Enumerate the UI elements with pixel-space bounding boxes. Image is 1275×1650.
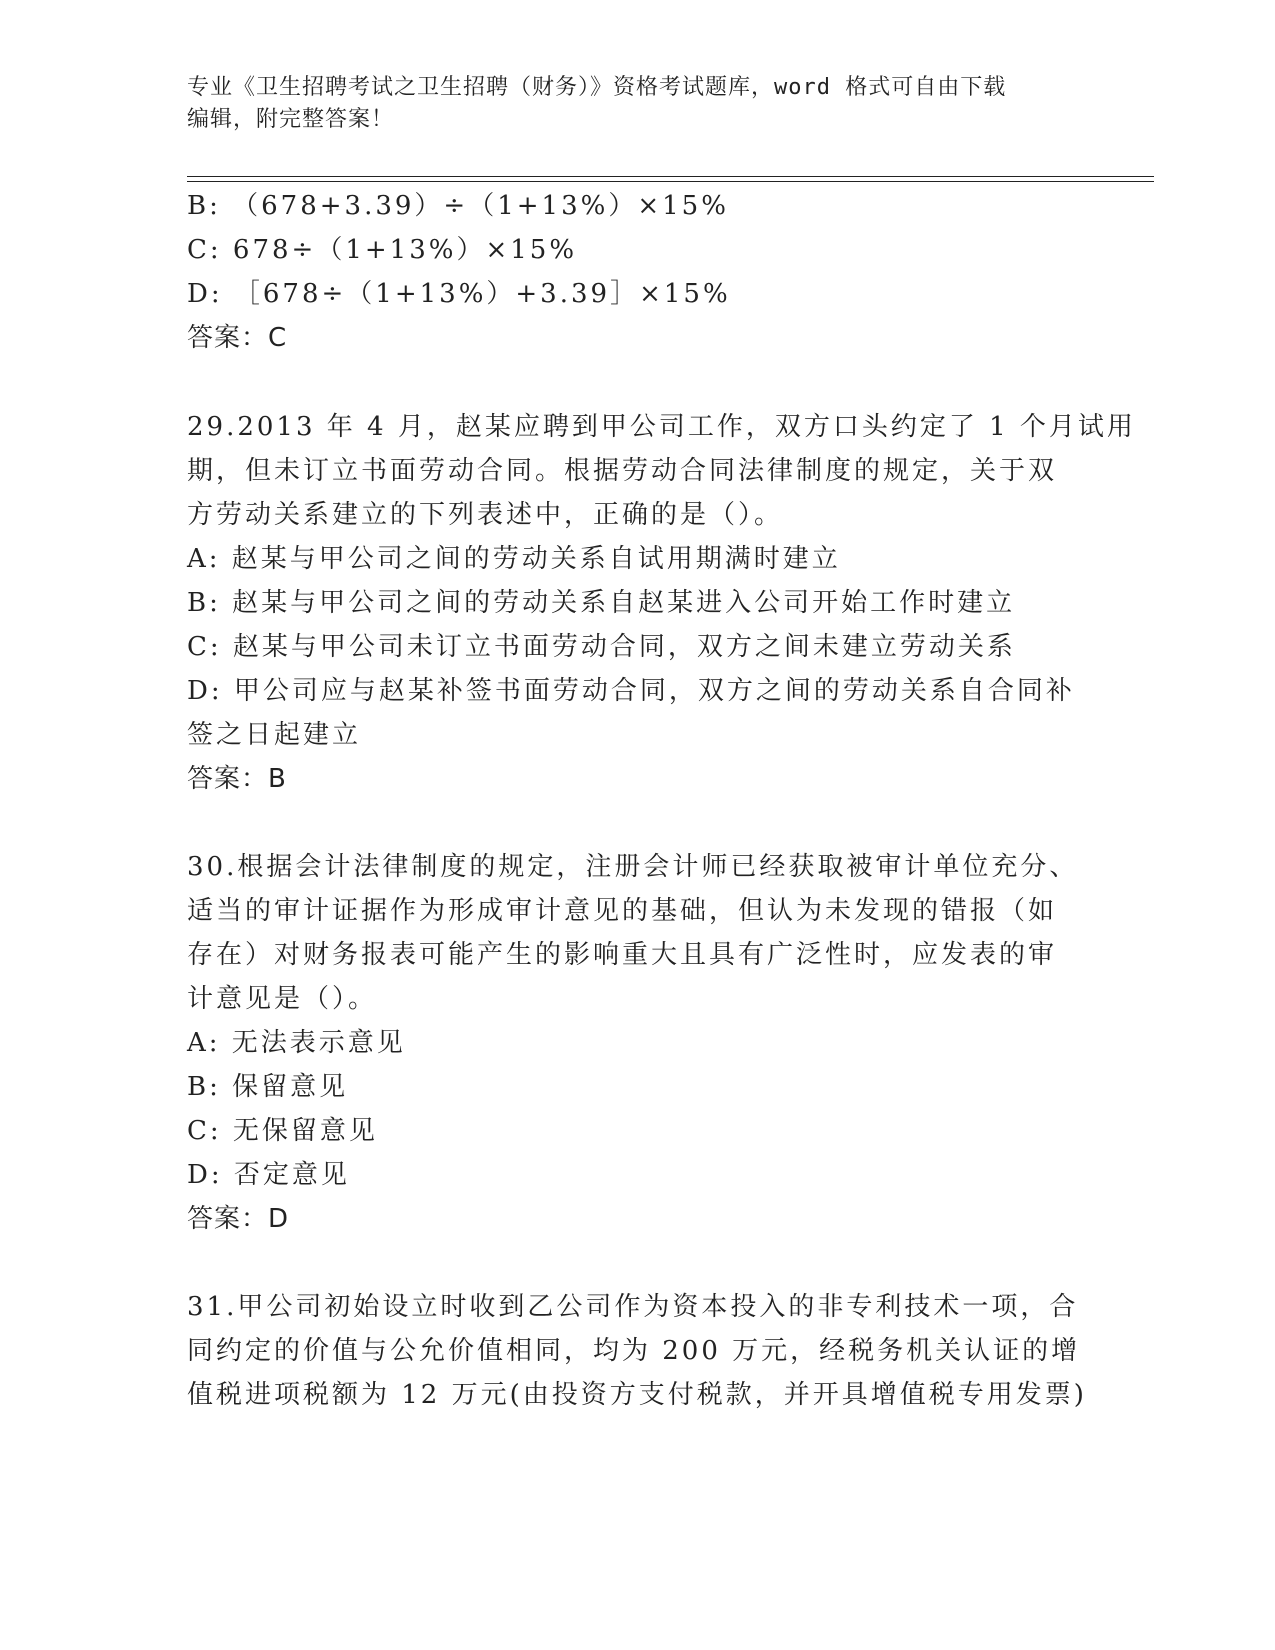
q29-option-c: C: 赵某与甲公司未订立书面劳动合同，双方之间未建立劳动关系: [187, 632, 1016, 662]
header-line-2: 编辑，附完整答案！: [187, 107, 395, 132]
q30-option-b: B: 保留意见: [187, 1072, 349, 1102]
header-divider-bottom: [187, 181, 1154, 182]
q30-option-a: A: 无法表示意见: [187, 1028, 406, 1058]
q28-option-b: B: （678+3.39）÷（1+13%）×15%: [187, 191, 729, 221]
q30-stem-line-3: 存在）对财务报表可能产生的影响重大且具有广泛性时，应发表的审: [187, 940, 1058, 970]
q30-option-d: D: 否定意见: [187, 1160, 350, 1190]
q28-answer: 答案：C: [187, 323, 288, 353]
q29-option-b: B: 赵某与甲公司之间的劳动关系自赵某进入公司开始工作时建立: [187, 588, 1016, 618]
q30-answer: 答案：D: [187, 1204, 290, 1234]
q29-stem-line-2: 期，但未订立书面劳动合同。根据劳动合同法律制度的规定，关于双: [187, 456, 1058, 486]
q31-stem-line-2: 同约定的价值与公允价值相同，均为 200 万元，经税务机关认证的增: [187, 1336, 1081, 1366]
q30-stem-line-1: 30.根据会计法律制度的规定，注册会计师已经获取被审计单位充分、: [187, 852, 1079, 882]
q31-stem-line-1: 31.甲公司初始设立时收到乙公司作为资本投入的非专利技术一项，合: [187, 1292, 1079, 1322]
q29-stem-line-1: 29.2013 年 4 月，赵某应聘到甲公司工作，双方口头约定了 1 个月试用: [187, 412, 1136, 442]
document-header: [187, 72, 1067, 136]
header-divider-top: [187, 176, 1154, 177]
q28-option-d: D: ［678÷（1+13%）+3.39］×15%: [187, 279, 731, 309]
q29-answer: 答案：B: [187, 764, 287, 794]
q29-option-a: A: 赵某与甲公司之间的劳动关系自试用期满时建立: [187, 544, 841, 574]
q30-option-c: C: 无保留意见: [187, 1116, 378, 1146]
q29-option-d-line-2: 签之日起建立: [187, 720, 362, 750]
q30-stem-line-2: 适当的审计证据作为形成审计意见的基础，但认为未发现的错报（如: [187, 896, 1058, 926]
q30-stem-line-4: 计意见是（）。: [187, 984, 378, 1014]
q29-option-d-line-1: D: 甲公司应与赵某补签书面劳动合同，双方之间的劳动关系自合同补: [187, 676, 1075, 706]
q29-stem-line-3: 方劳动关系建立的下列表述中，正确的是（）。: [187, 500, 784, 530]
q28-option-c: C: 678÷（1+13%）×15%: [187, 235, 578, 265]
header-line-1: 专业《卫生招聘考试之卫生招聘（财务）》资格考试题库，word 格式可自由下载: [187, 75, 1007, 100]
q31-stem-line-3: 值税进项税额为 12 万元(由投资方支付税款，并开具增值税专用发票): [187, 1380, 1087, 1410]
